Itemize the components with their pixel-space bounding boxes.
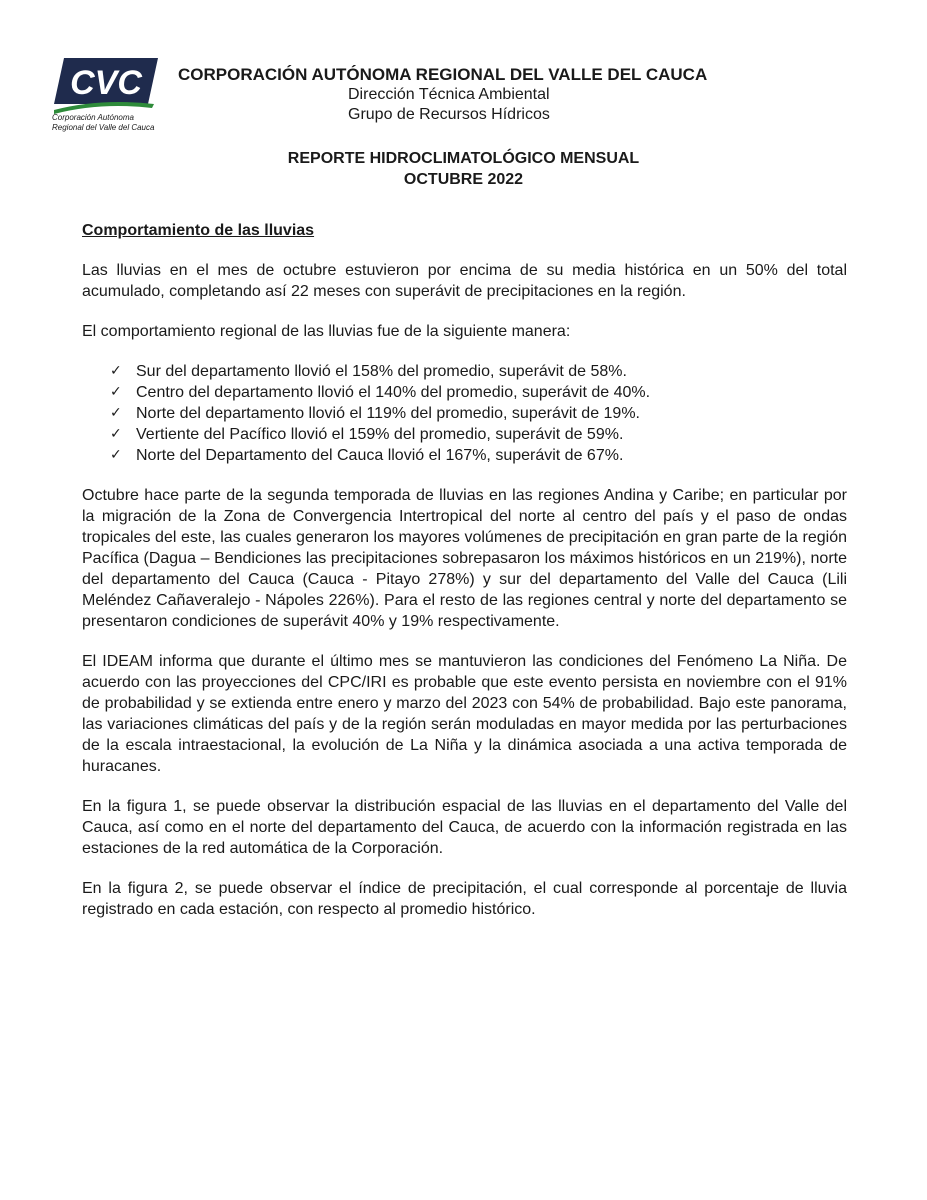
- report-title: REPORTE HIDROCLIMATOLÓGICO MENSUAL: [287, 150, 640, 167]
- logo-caption: [52, 113, 154, 133]
- logo-caption-line1: Corporación Autónoma: [52, 113, 134, 122]
- section-heading: Comportamiento de las lluvias: [82, 222, 315, 239]
- paragraph-figure-1: En la figura 1, se puede observar la distribución espacial de las lluvias en el departamento del Valle del Cauca, así como en el norte del departamento del Cauca, de acuerdo con la información registrada en las estaciones de la red automática de la Corporación.: [82, 798, 847, 857]
- paragraph-figure-2: En la figura 2, se puede observar el índice de precipitación, el cual corresponde al porcentaje de lluvia registrado en cada estación, con respecto al promedio histórico.: [82, 880, 847, 918]
- checkmark-icon: ✓: [110, 447, 122, 463]
- regional-rainfall-list: [82, 361, 847, 466]
- organization-name: CORPORACIÓN AUTÓNOMA REGIONAL DEL VALLE DEL CAUCA: [178, 65, 708, 84]
- list-item-text: Norte del Departamento del Cauca llovió el 167%, superávit de 67%.: [136, 447, 624, 464]
- list-item: [110, 382, 847, 403]
- checkmark-icon: ✓: [110, 426, 122, 442]
- checkmark-icon: ✓: [110, 384, 122, 400]
- direction-name: Dirección Técnica Ambiental: [348, 86, 550, 103]
- list-item-text: Vertiente del Pacífico llovió el 159% del promedio, superávit de 59%.: [136, 426, 624, 443]
- report-period: OCTUBRE 2022: [403, 171, 524, 188]
- logo-caption-line2: Regional del Valle del Cauca: [52, 123, 155, 132]
- document-header: [178, 64, 778, 125]
- report-title-block: [0, 148, 927, 190]
- checkmark-icon: ✓: [110, 405, 122, 421]
- list-item-text: Centro del departamento llovió el 140% del promedio, superávit de 40%.: [136, 384, 651, 401]
- paragraph-summary: Las lluvias en el mes de octubre estuvieron por encima de su media histórica en un 50% del total acumulado, completando así 22 meses con superávit de precipitaciones en la región.: [82, 262, 847, 300]
- paragraph-intro-list: El comportamiento regional de las lluvias fue de la siguiente manera:: [82, 323, 571, 340]
- group-name: Grupo de Recursos Hídricos: [348, 106, 550, 123]
- report-body: [82, 220, 847, 939]
- list-item-text: Norte del departamento llovió el 119% del promedio, superávit de 19%.: [136, 405, 640, 422]
- list-item: [110, 361, 847, 382]
- logo-text: CVC: [70, 64, 142, 102]
- paragraph-rainy-season: Octubre hace parte de la segunda temporada de lluvias en las regiones Andina y Caribe; en particular por la migración de la Zona de Convergencia Intertropical del norte al centro del país y el paso de ondas tropicales del este, las cuales generaron los mayores volúmenes de precipitación en gran parte de la región Pacífica (Dagua – Bendiciones las precipitaciones sobrepasaron los máximos históricos en un 219%), norte del departamento del Cauca (Cauca - Pitayo 278%) y sur del departamento del Valle del Cauca (Lili Meléndez Cañaveralejo - Nápoles 226%). Para el resto de las regiones central y norte del departamento se presentaron condiciones de superávit 40% y 19% respectivamente.: [82, 487, 847, 630]
- list-item: [110, 445, 847, 466]
- checkmark-icon: ✓: [110, 363, 122, 379]
- paragraph-la-nina: El IDEAM informa que durante el último mes se mantuvieron las condiciones del Fenómeno La Niña. De acuerdo con las proyecciones del CPC/IRI es probable que este evento persista en noviembre con el 91% de probabilidad y se extienda entre enero y marzo del 2023 con 54% de probabilidad. Bajo este panorama, las variaciones climáticas del país y de la región serán moduladas en mayor medida por las perturbaciones de la escala intraestacional, la evolución de La Niña y la dinámica asociada a una activa temporada de huracanes.: [82, 653, 847, 775]
- list-item: [110, 424, 847, 445]
- list-item-text: Sur del departamento llovió el 158% del promedio, superávit de 58%.: [136, 363, 627, 380]
- list-item: [110, 403, 847, 424]
